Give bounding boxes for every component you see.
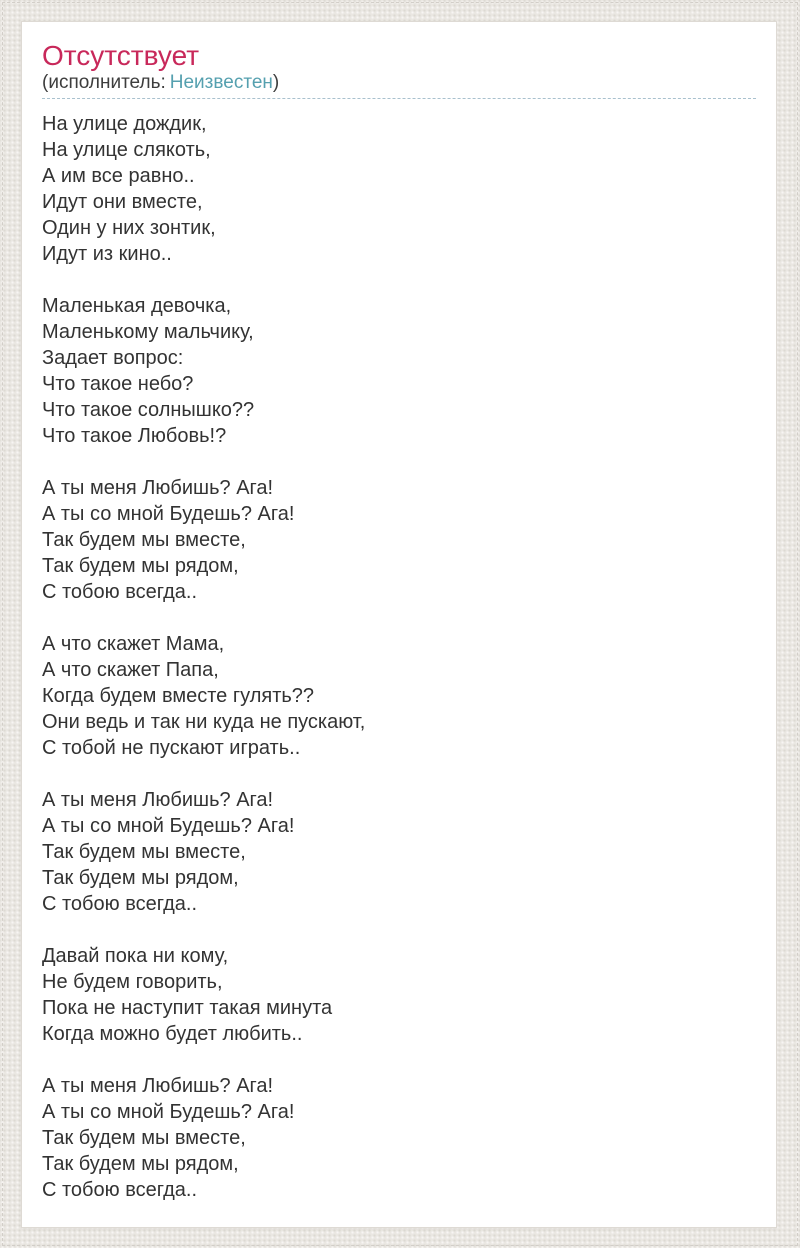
lyric-line: Так будем мы вместе,	[42, 841, 246, 863]
song-header	[42, 40, 756, 99]
lyric-line: Они ведь и так ни куда не пускают,	[42, 711, 366, 733]
stanza	[42, 787, 756, 917]
stanza	[42, 943, 756, 1047]
lyric-line: Так будем мы рядом,	[42, 555, 239, 577]
lyric-line: Давай пока ни кому,	[42, 945, 229, 967]
lyric-line: А им все равно..	[42, 165, 195, 187]
lyric-line: Идут они вместе,	[42, 191, 203, 213]
lyrics	[42, 111, 756, 1203]
lyric-line: Так будем мы вместе,	[42, 1127, 246, 1149]
stanza	[42, 111, 756, 267]
artist-suffix: )	[272, 72, 280, 93]
lyric-line: А ты меня Любишь? Ага!	[42, 789, 274, 811]
stanza	[42, 1073, 756, 1203]
lyric-line: С тобою всегда..	[42, 581, 198, 603]
lyric-line: Не будем говорить,	[42, 971, 223, 993]
artist-label: (исполнитель:	[42, 72, 166, 93]
lyric-line: С тобою всегда..	[42, 893, 198, 915]
stanza	[42, 293, 756, 449]
lyric-line: На улице слякоть,	[42, 139, 211, 161]
lyric-line: А что скажет Папа,	[42, 659, 219, 681]
lyric-line: Пока не наступит такая минута	[42, 997, 333, 1019]
lyric-line: А ты меня Любишь? Ага!	[42, 1075, 274, 1097]
song-title: Отсутствует	[42, 40, 200, 71]
artist-line	[42, 72, 756, 93]
lyric-line: А ты со мной Будешь? Ага!	[42, 1101, 295, 1123]
lyric-line: Так будем мы вместе,	[42, 529, 246, 551]
lyric-line: А ты со мной Будешь? Ага!	[42, 503, 295, 525]
lyric-line: Что такое небо?	[42, 373, 194, 395]
lyrics-card	[21, 21, 777, 1228]
lyric-line: Один у них зонтик,	[42, 217, 216, 239]
lyric-line: А ты меня Любишь? Ага!	[42, 477, 274, 499]
lyric-line: Что такое солнышко??	[42, 399, 255, 421]
lyric-line: Так будем мы рядом,	[42, 867, 239, 889]
lyric-line: С тобой не пускают играть..	[42, 737, 301, 759]
lyric-line: А ты со мной Будешь? Ага!	[42, 815, 295, 837]
artist-link[interactable]: Неизвестен	[169, 72, 273, 93]
lyric-line: На улице дождик,	[42, 113, 207, 135]
lyric-line: Когда можно будет любить..	[42, 1023, 303, 1045]
lyric-line: Идут из кино..	[42, 243, 172, 265]
lyric-line: Маленькому мальчику,	[42, 321, 254, 343]
lyric-line: Задает вопрос:	[42, 347, 184, 369]
lyric-line: Маленькая девочка,	[42, 295, 232, 317]
lyric-line: А что скажет Мама,	[42, 633, 225, 655]
stanza	[42, 631, 756, 761]
lyric-line: С тобою всегда..	[42, 1179, 198, 1201]
lyric-line: Так будем мы рядом,	[42, 1153, 239, 1175]
lyric-line: Когда будем вместе гулять??	[42, 685, 315, 707]
stanza	[42, 475, 756, 605]
lyric-line: Что такое Любовь!?	[42, 425, 227, 447]
